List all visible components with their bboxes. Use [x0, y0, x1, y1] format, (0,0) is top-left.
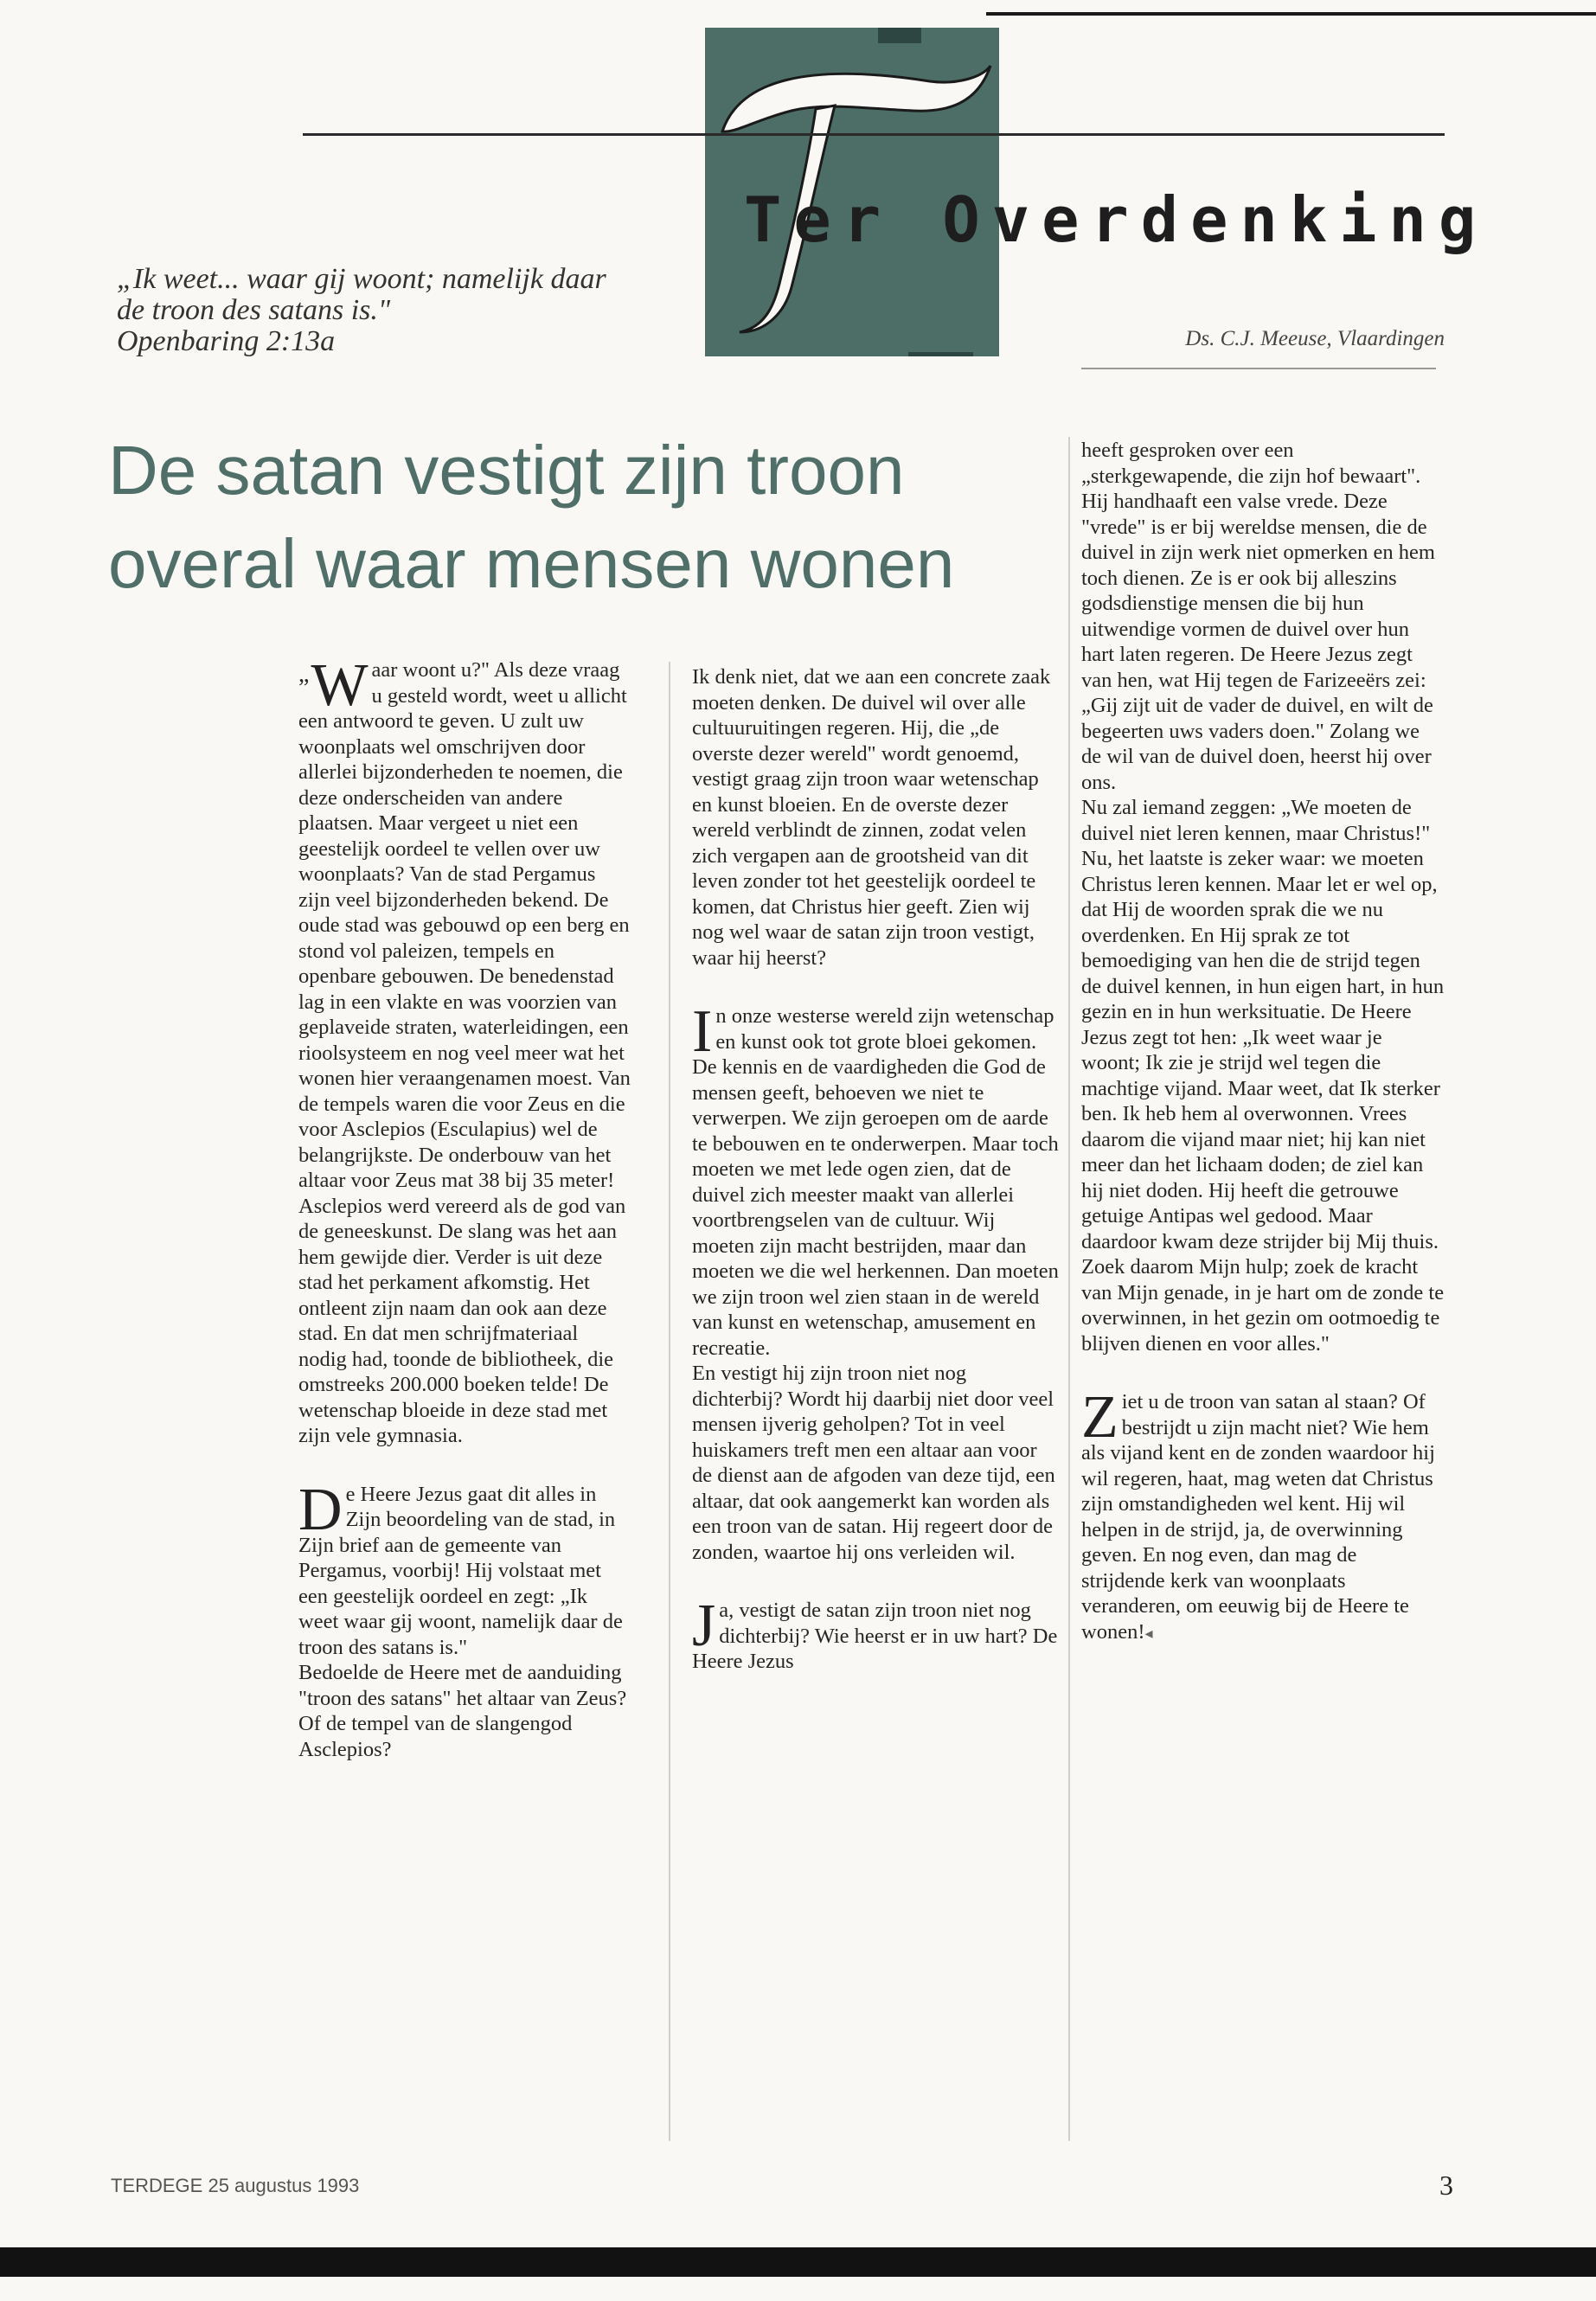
article-column-2 — [692, 664, 1060, 2135]
paragraph: „ W aar woont u?" Als deze vraag u gesteld wordt, weet u allicht een antwoord te geven. U zult uw woonplaats wel omschrijven door allerlei bijzonderheden te noemen, die deze onderscheiden van andere plaatsen. Maar vergeet u niet een geestelijk oordeel te vellen over uw woonplaats? Van de stad Pergamus zijn veel bijzonderheden bekend. De oude stad was gebouwd op een berg en stond vol paleizen, tempels en openbare gebouwen. De benedenstad lag in een vlakte en was voorzien van geplaveide straten, waterleidingen, een rioolsysteem en nog veel meer wat het wonen hier veraangenamen moest. Van de tempels waren die voor Zeus en die voor Asclepios (Esculapius) wel de belangrijkste. De onderbouw van het altaar voor Zeus mat 38 bij 35 meter! Asclepios werd vereerd als de god van de geneeskunst. De slang was het aan hem gewijde dier. Verder is uit deze stad het perkament afkomstig. Het ontleent zijn naam dan ook aan deze stad. En dat men schrijfmateriaal nodig had, toonde de bibliotheek, die omstreeks 200.000 boeken telde! De wetenschap bloeide in deze stad met zijn vele gymnasia. — [298, 652, 631, 1447]
paragraph: Bedoelde de Heere met de aanduiding "troon des satans" het altaar van Zeus? Of de tempel van de slangengod Asclepios? — [298, 1661, 627, 1761]
drop-cap: I — [692, 998, 713, 1065]
paragraph: heeft gesproken over een „sterkgewapende, die zijn hof bewaart". Hij handhaaft een valse vrede. Deze "vrede" is er bij wereldse mensen, die de duivel in zijn werk niet opmerken en hem toch dienen. Ze is er ook bij alleszins godsdienstige mensen die bij hun uitwendige vormen de duivel over hun hart laten regeren. De Heere Jezus zegt van hen, wat Hij tegen de Farizeeërs zei: „Gij zijt uit de vader de duivel, en wilt de begeerten uws vaders doen." Zolang we de wil van de duivel doen, heerst hij over ons. — [1081, 439, 1435, 794]
article-column-3 — [1081, 438, 1445, 2133]
page-number: 3 — [1439, 2170, 1453, 2201]
drop-cap: W — [311, 652, 369, 719]
drop-cap: J — [692, 1593, 716, 1659]
author-byline: Ds. C.J. Meeuse, Vlaardingen — [1185, 327, 1445, 350]
article-column-1 — [298, 652, 631, 2145]
section-title: Ter Overdenking — [744, 183, 1489, 256]
headline-line: overal waar mensen wonen — [108, 525, 955, 602]
paragraph: En vestigt hij zijn troon niet nog dichterbij? Wordt hij daarbij niet door veel mensen ijverig geholpen? Tot in veel huiskamers treft men een altaar aan voor de dienst aan de afgoden van deze tijd, een altaar, dat ook aangemerkt kan worden als een troon van de satan. Hij regeert door de zonden, waartoe hij ons verleiden wil. — [692, 1362, 1055, 1564]
paragraph: Ja, vestigt de satan zijn troon niet nog dichterbij? Wie heerst er in uw hart? De Heere Jezus — [692, 1593, 1058, 1673]
epigraph — [117, 264, 670, 385]
headline-line: De satan vestigt zijn troon — [108, 432, 905, 509]
column-divider — [1068, 437, 1070, 2141]
paragraph: Nu zal iemand zeggen: „We moeten de duivel niet leren kennen, maar Christus!" Nu, het laatste is zeker waar: we moeten Christus leren kennen. Maar let er wel op, dat Hij de woorden sprak die we nu overdenken. En Hij sprak ze tot bemoediging van hen die de strijd tegen de duivel kennen, in hun eigen hart, in hun gezin en in hun werksituatie. De Heere Jezus zegt tot hen: „Ik weet waar je woont; Ik zie je strijd wel tegen die machtige vijand. Maar weet, dat Ik sterker ben. Ik heb hem al overwonnen. Vrees daarom die vijand maar niet; hij kan niet meer dan het lichaam doden; de ziel kan hij niet doden. Hij heeft die getrouwe getuige Antipas wel gedood. Maar daardoor kwam deze strijder bij Mij thuis. Zoek daarom Mijn hulp; zoek de kracht van Mijn genade, in je hart om de zonde te overwinnen, in het gezin om ootmoedig te blijven dienen en voor alles." — [1081, 796, 1445, 1356]
paragraph: Ziet u de troon van satan al staan? Of bestrijdt u zijn macht niet? Wie hem als vijand kent en de zonden waardoor hij wil regeren, haat, mag weten dat Christus zijn omstandigheden wel kent. Hij wil helpen in de strijd, ja, de overwinning geven. En nog even, dan mag de strijdende kerk van woonplaats veranderen, om eeuwig bij de Heere te wonen!◂ — [1081, 1384, 1435, 1644]
headline — [108, 424, 1042, 602]
paragraph: De Heere Jezus gaat dit alles in Zijn beoordeling van de stad, in Zijn brief aan de gemeente van Pergamus, voorbij! Hij volstaat met een geestelijk oordeel en zegt: „Ik weet waar gij woont, namelijk daar de troon des satans is." — [298, 1476, 623, 1659]
publication-footer: TERDEGE 25 augustus 1993 — [111, 2175, 360, 2196]
epigraph-line: „Ik weet... waar gij woont; namelijk daar — [117, 263, 606, 295]
column-divider — [669, 662, 670, 2141]
drop-cap: D — [298, 1476, 343, 1543]
paragraph: In onze westerse wereld zijn wetenschap en kunst ook tot grote bloei gekomen. De kennis en de vaardigheden die God de mensen geeft, behoeven we niet te verwerpen. We zijn geroepen om de aarde te bebouwen en te onderwerpen. Maar toch moeten we met lede ogen zien, dat de duivel zich meester maakt van allerlei voortbrengselen van de cultuur. Wij moeten zijn macht bestrijden, maar dan moeten we die wel herkennen. Dan moeten we zijn troon wel zien staan in de wereld van kunst en wetenschap, amusement en recreatie. — [692, 998, 1059, 1360]
drop-cap: Z — [1081, 1384, 1118, 1451]
top-rule — [986, 12, 1596, 16]
author-rule — [1081, 368, 1436, 369]
epigraph-line: de troon des satans is." — [117, 294, 391, 326]
bottom-rule — [0, 2247, 1596, 2277]
end-mark-icon: ◂ — [1144, 1624, 1153, 1642]
header-rule — [303, 133, 1445, 136]
paragraph: Ik denk niet, dat we aan een concrete zaak moeten denken. De duivel wil over alle cultuuruitingen regeren. Hij, die „de overste dezer wereld" wordt genoemd, vestigt graag zijn troon waar wetenschap en kunst bloeien. En de overste dezer wereld verblindt de zinnen, zodat velen zich vergapen aan de grootsheid van dit leven zonder tot het geestelijk oordeel te komen, dat Christus hier geeft. Zien wij nog wel waar de satan zijn troon vestigt, waar hij heerst? — [692, 665, 1051, 970]
epigraph-reference: Openbaring 2:13a — [117, 325, 336, 357]
